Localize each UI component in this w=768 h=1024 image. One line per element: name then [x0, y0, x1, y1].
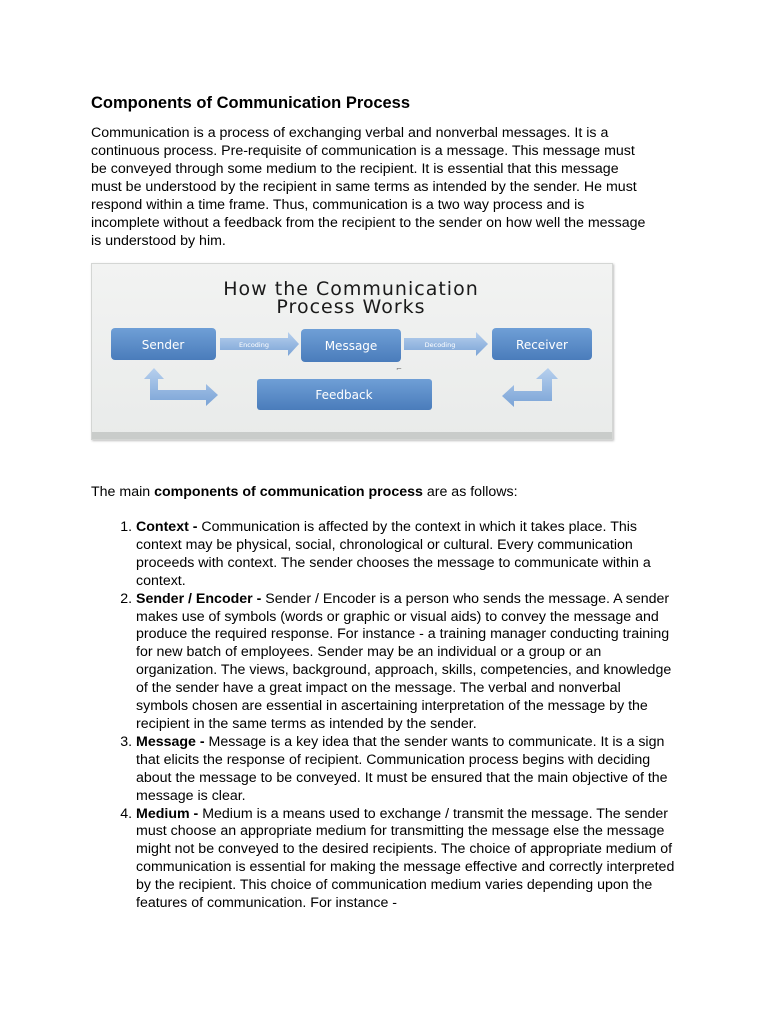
lead-suffix: are as follows: — [422, 484, 518, 500]
cursor-icon: ⌐ — [396, 365, 402, 373]
list-item-term: Message - — [136, 733, 205, 750]
sender-label: Sender — [141, 338, 185, 352]
list-item-term: Context - — [136, 519, 198, 535]
diagram-title-line2: Process Works — [276, 296, 426, 318]
list-item-text: Message is a key idea that the sender wants to communicate. It is a sign that elicits the response of recipient. Communication process begins with deciding about the message to be conveyed. It must be ensured that the main objective of the message is clear. — [136, 733, 668, 804]
process-diagram — [92, 264, 612, 439]
intro-paragraph: Communication is a process of exchanging verbal and nonverbal messages. It is a continuous process. Pre-requisite of communication is a message. This message must be conveyed through some medium to the recipient. It is essential that this message must be understood by the recipient in same terms as intended by the sender. He must respond within a time frame. Thus, communication is a two way process and is incomplete without a feedback from the recipient to the sender on how well the message is understood by him. — [91, 125, 646, 249]
list-item-text: Sender / Encoder is a person who sends the message. A sender makes use of symbols (words or graphic or visual aids) to convey the message and produce the required response. For instance - a training manager conducting training for new batch of employees. Sender may be an individual or a group or an organization. The views, background, approach, skills, competencies, and knowledge of the sender have a great impact on the message. The verbal and nonverbal symbols chosen are essential in ascertaining interpretation of the message by the recipient in the same terms as intended by the sender. — [136, 590, 672, 732]
components-lead — [91, 483, 651, 501]
decoding-arrow — [404, 332, 488, 356]
list-item-message — [136, 734, 676, 806]
feedback-box — [257, 379, 432, 410]
list-item-term: Sender / Encoder - — [136, 590, 262, 607]
list-item-context — [136, 519, 676, 591]
encoding-label: Encoding — [239, 341, 269, 349]
list-item-medium — [136, 806, 676, 913]
list-item-text: Medium is a means used to exchange / transmit the message. The sender must choose an appropriate medium for transmitting the message else the message might not be conveyed to the desired recipients. The choice of appropriate medium of communication is essential for making the message effective and correctly interpreted by the recipient. This choice of communication medium varies depending upon the features of communication. For instance - — [136, 805, 675, 912]
message-label: Message — [324, 339, 378, 353]
encoding-arrow — [220, 332, 299, 356]
feedback-label: Feedback — [315, 388, 373, 402]
decoding-label: Decoding — [424, 341, 456, 349]
receiver-to-feedback-arrow — [502, 368, 558, 407]
lead-bold: components of communication process — [154, 484, 423, 500]
lead-prefix: The main — [91, 484, 155, 500]
communication-process-figure — [91, 263, 613, 440]
list-item-text: Communication is affected by the context in which it takes place. This context may be physical, social, chronological or cultural. Every communication proceeds with context. The sender chooses the message to communicate within a context. — [136, 519, 651, 589]
receiver-box — [492, 328, 592, 360]
message-box — [301, 329, 401, 362]
feedback-to-sender-arrow — [144, 368, 218, 406]
components-list — [91, 519, 676, 913]
list-item-sender — [136, 591, 676, 734]
sender-box — [111, 328, 216, 360]
receiver-label: Receiver — [516, 338, 568, 352]
list-item-term: Medium - — [136, 805, 199, 822]
diagram-title-line1: How the Communication — [223, 278, 479, 300]
page-title: Components of Communication Process — [91, 94, 411, 112]
